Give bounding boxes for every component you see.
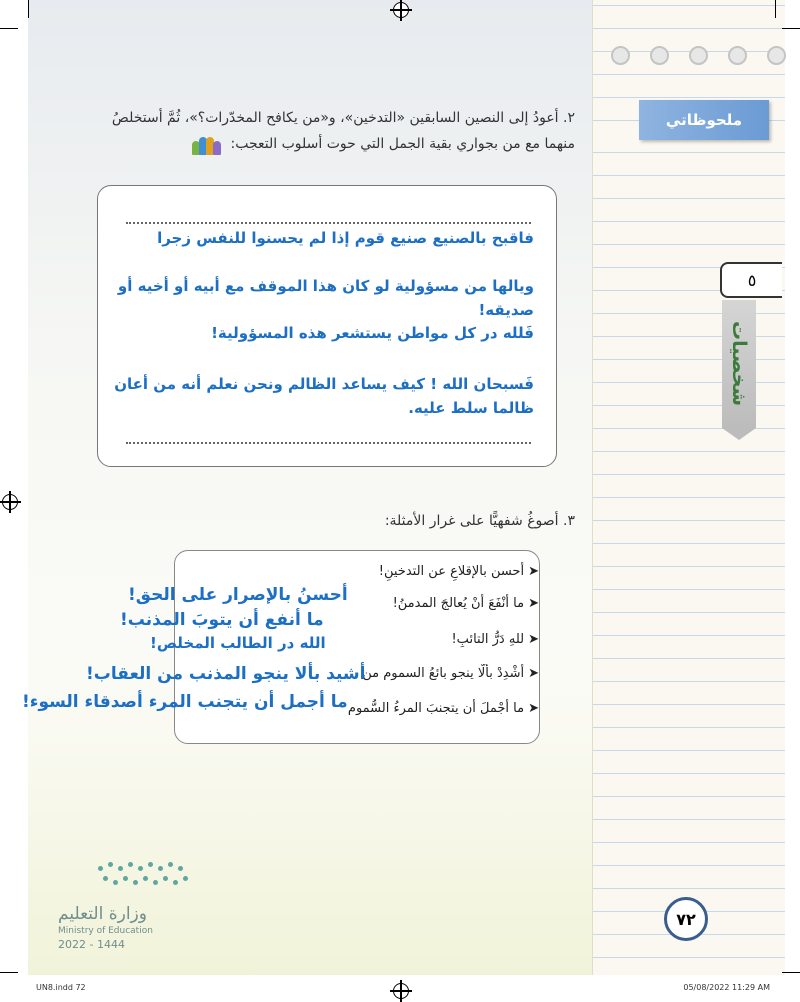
- ministry-name-en: Ministry of Education: [58, 926, 153, 936]
- example-row: ➤للهِ دَرُّ التائبِ!: [451, 632, 539, 647]
- response-line: ما أجمل أن يتجنب المرء أصدقاء السوء!: [22, 692, 348, 712]
- unit-title: شخصيات: [722, 300, 756, 428]
- footer-file: UN8.indd 72: [36, 983, 86, 992]
- ministry-name-ar: وزارة التعليم: [58, 904, 147, 924]
- response-line: أشيد بألا ينجو المذنب من العقاب!: [86, 664, 366, 684]
- registration-mark: [393, 2, 409, 18]
- binder-hole: [689, 46, 708, 65]
- crop-mark: [782, 972, 800, 973]
- binder-holes: [611, 46, 800, 65]
- question-3: ٣. أصوغُ شفهيًّا على غرار الأمثلة:: [384, 513, 575, 529]
- question-2-line2: [15, 131, 575, 157]
- question-2-line2-text: منهما مع من بجواري بقية الجمل التي حوت أسلوب التعجب:: [230, 136, 575, 152]
- crop-mark: [782, 28, 800, 29]
- example-text: أحسن بالإقلاعِ عن التدخينِ!: [378, 564, 525, 579]
- notes-tab: ملحوظاتي: [639, 100, 769, 140]
- page-number: ٧٢: [664, 897, 708, 941]
- unit-title-arrow: [722, 428, 756, 440]
- crop-mark: [775, 0, 776, 18]
- notes-panel: [592, 0, 785, 975]
- ministry-logo: [98, 862, 190, 892]
- example-row: ➤ما أجْملَ أن يتجنبَ المرءُ السُّموم: [347, 701, 539, 716]
- group-icon: [192, 133, 222, 155]
- answer-line: فاقبح بالصنيع صنيع قوم إذا لم يحسنوا للنفس زجرا: [157, 229, 534, 247]
- response-line: ما أنفع أن يتوبَ المذنب!: [120, 610, 324, 630]
- binder-hole: [611, 46, 630, 65]
- response-line: الله در الطالب المخلص!: [150, 634, 326, 652]
- dotted-line: [126, 442, 531, 444]
- registration-mark: [393, 983, 409, 999]
- crop-mark: [28, 0, 29, 18]
- question-2-line1: ٢. أعودُ إلى النصين السابقين «التدخين»، و«من يكافح المخدّرات؟»، ثُمَّ أستخلصُ: [111, 110, 575, 126]
- answer-line: ويالها من مسؤولية لو كان هذا الموقف مع أبيه أو أخيه أو صديقه!: [117, 277, 534, 319]
- binder-hole: [650, 46, 669, 65]
- question-2: [15, 105, 575, 157]
- example-row: ➤أشْدِدْ بألّا ينجو بائعُ السموم من: [362, 666, 539, 681]
- crop-mark: [0, 28, 18, 29]
- binder-hole: [728, 46, 747, 65]
- example-row: ➤أحسن بالإقلاعِ عن التدخينِ!: [378, 564, 539, 579]
- registration-mark: [2, 494, 18, 510]
- dotted-line: [126, 222, 531, 224]
- example-text: ما أنْفَعَ أنْ يُعالجَ المدمنُ!: [392, 596, 525, 611]
- answer-line: فَسبحان الله ! كيف يساعد الظالم ونحن نعلم أنه من أعان ظالما سلط عليه.: [114, 375, 534, 417]
- unit-number: ٥: [720, 262, 782, 298]
- example-text: أشْدِدْ بألّا ينجو بائعُ السموم من: [362, 666, 525, 681]
- example-text: للهِ دَرُّ التائبِ!: [451, 632, 525, 647]
- answer-line: فَلله در كل مواطن يستشعر هذه المسؤولية!: [211, 324, 534, 342]
- response-line: أحسنُ بالإصرار على الحق!: [128, 585, 348, 605]
- binder-hole: [767, 46, 786, 65]
- example-row: ➤ما أنْفَعَ أنْ يُعالجَ المدمنُ!: [392, 596, 539, 611]
- example-text: ما أجْملَ أن يتجنبَ المرءُ السُّموم: [347, 701, 525, 716]
- footer-timestamp: 05/08/2022 11:29 AM: [683, 983, 770, 992]
- ministry-year: 2022 - 1444: [58, 938, 125, 951]
- crop-mark: [0, 972, 18, 973]
- answer-box: [97, 185, 557, 467]
